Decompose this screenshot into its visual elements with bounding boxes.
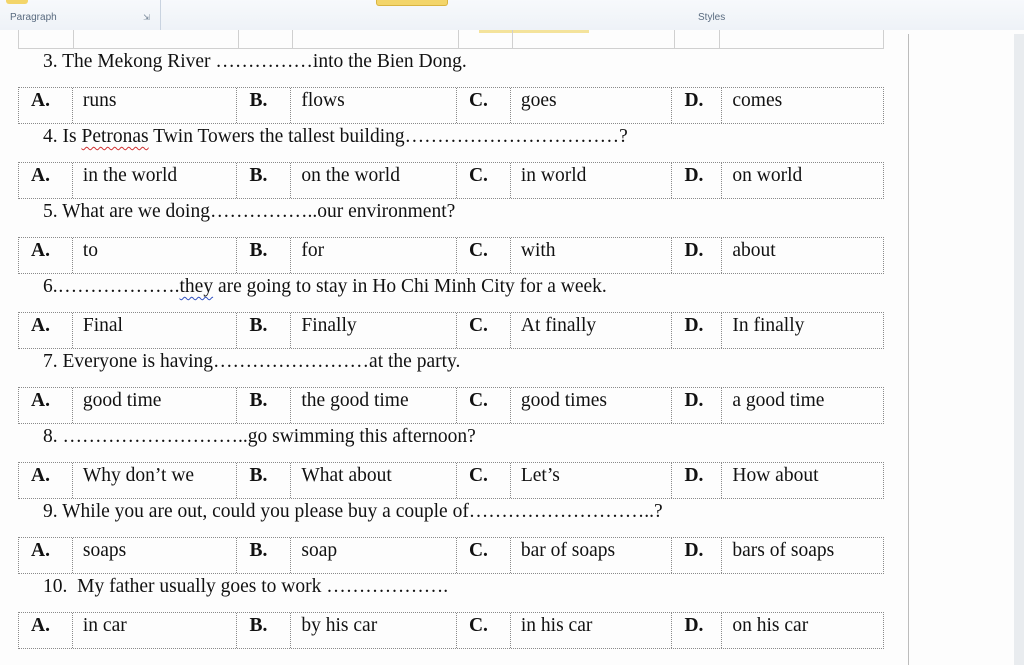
question-number: 5. xyxy=(43,201,58,222)
option-text: Final xyxy=(73,313,238,348)
option-text: on the world xyxy=(291,163,457,198)
question-text: ………………. xyxy=(57,276,180,297)
option-letter: C. xyxy=(457,463,511,498)
options-row xyxy=(18,387,884,424)
option-letter: D. xyxy=(672,538,722,573)
question-3 xyxy=(18,49,884,87)
question-4 xyxy=(18,124,884,162)
dialog-launcher-icon[interactable]: ⇲ xyxy=(143,13,150,22)
option-text: in car xyxy=(73,613,238,648)
ribbon-highlight xyxy=(6,0,28,4)
option-letter: D. xyxy=(672,88,722,123)
question-text: Is xyxy=(57,126,82,147)
option-letter: A. xyxy=(19,88,73,123)
option-letter: D. xyxy=(672,163,722,198)
options-row xyxy=(18,162,884,199)
spellcheck-underlined-word[interactable]: Petronas xyxy=(81,126,149,147)
question-5 xyxy=(18,199,884,237)
question-10 xyxy=(18,574,884,612)
option-text: In finally xyxy=(732,315,805,336)
option-letter: B. xyxy=(237,88,291,123)
option-text: a good time xyxy=(732,390,825,411)
question-number: 8. xyxy=(43,426,58,447)
option-letter: D. xyxy=(672,388,722,423)
option-letter: C. xyxy=(457,538,511,573)
option-letter: A. xyxy=(19,613,73,648)
option-text: Finally xyxy=(291,313,457,348)
document-page[interactable] xyxy=(18,30,884,649)
option-text: good time xyxy=(73,388,238,423)
option-text: soaps xyxy=(73,538,238,573)
option-letter: B. xyxy=(237,238,291,273)
ribbon-group-labels xyxy=(0,0,1024,31)
question-number: 6. xyxy=(43,276,58,297)
options-row xyxy=(18,312,884,349)
options-row xyxy=(18,462,884,499)
option-letter: C. xyxy=(457,238,511,273)
option-letter: B. xyxy=(237,388,291,423)
option-letter: A. xyxy=(19,313,73,348)
question-8 xyxy=(18,424,884,462)
option-text: with xyxy=(511,238,673,273)
option-letter: B. xyxy=(237,163,291,198)
option-letter: D. xyxy=(672,313,722,348)
option-text: good times xyxy=(511,388,673,423)
option-text: goes xyxy=(511,88,673,123)
option-text: runs xyxy=(73,88,238,123)
option-text: bars of soaps xyxy=(732,540,835,561)
option-text: about xyxy=(732,240,776,261)
option-text: At finally xyxy=(511,313,673,348)
option-letter: C. xyxy=(457,388,511,423)
option-letter: D. xyxy=(672,238,722,273)
option-text: How about xyxy=(732,465,819,486)
paragraph-group-label: Paragraph xyxy=(10,12,57,23)
option-letter: A. xyxy=(19,463,73,498)
option-letter: D. xyxy=(672,463,722,498)
option-text: the good time xyxy=(291,388,457,423)
spellcheck-underlined-word[interactable]: they xyxy=(179,276,214,297)
option-text: Let’s xyxy=(511,463,673,498)
option-letter: A. xyxy=(19,538,73,573)
option-letter: B. xyxy=(237,613,291,648)
page-edge xyxy=(908,34,909,665)
question-text: Everyone is having……………………at the party. xyxy=(57,351,461,372)
option-text: on his car xyxy=(732,615,809,636)
question-number: 3. xyxy=(43,51,58,72)
option-text: What about xyxy=(291,463,457,498)
option-text: Why don’t we xyxy=(73,463,238,498)
question-number: 7. xyxy=(43,351,58,372)
option-letter: B. xyxy=(237,313,291,348)
options-row xyxy=(18,237,884,274)
question-text: ………………………..go swimming this afternoon? xyxy=(57,426,476,447)
option-letter: A. xyxy=(19,238,73,273)
option-text: on world xyxy=(732,165,803,186)
option-letter: A. xyxy=(19,388,73,423)
option-text: to xyxy=(73,238,238,273)
option-letter: D. xyxy=(672,613,722,648)
option-text: for xyxy=(291,238,457,273)
question-text: are going to stay in Ho Chi Minh City for a week. xyxy=(213,276,607,297)
option-text: comes xyxy=(732,90,783,111)
question-6 xyxy=(18,274,884,312)
option-text: in his car xyxy=(511,613,673,648)
ribbon-separator xyxy=(160,0,161,30)
option-text: bar of soaps xyxy=(511,538,673,573)
question-text: What are we doing……………..our environment? xyxy=(57,201,456,222)
option-letter: B. xyxy=(237,538,291,573)
option-text: soap xyxy=(291,538,457,573)
option-letter: A. xyxy=(19,163,73,198)
question-text: Twin Towers the tallest building……………………………? xyxy=(148,126,628,147)
question-7 xyxy=(18,349,884,387)
question-number: 9. xyxy=(43,501,58,522)
option-letter: C. xyxy=(457,613,511,648)
options-row xyxy=(18,612,884,649)
options-row xyxy=(18,537,884,574)
option-text: by his car xyxy=(291,613,457,648)
option-letter: C. xyxy=(457,163,511,198)
option-text: in the world xyxy=(73,163,238,198)
option-letter: B. xyxy=(237,463,291,498)
question-9 xyxy=(18,499,884,537)
option-text: in world xyxy=(511,163,673,198)
option-text: flows xyxy=(291,88,457,123)
question-number: 10. xyxy=(43,576,68,597)
question-text: My father usually goes to work ………………. xyxy=(67,576,449,597)
question-text: While you are out, could you please buy a couple of………………………..? xyxy=(57,501,663,522)
vertical-scrollbar[interactable] xyxy=(1014,34,1024,665)
table-row-fragment xyxy=(18,30,884,49)
question-text: The Mekong River ……………into the Bien Dong. xyxy=(57,51,467,72)
ribbon-highlight xyxy=(376,0,448,6)
option-letter: C. xyxy=(457,313,511,348)
styles-group-label: Styles xyxy=(698,12,726,23)
option-letter: C. xyxy=(457,88,511,123)
options-row xyxy=(18,87,884,124)
text-highlight xyxy=(479,30,589,33)
question-number: 4. xyxy=(43,126,58,147)
